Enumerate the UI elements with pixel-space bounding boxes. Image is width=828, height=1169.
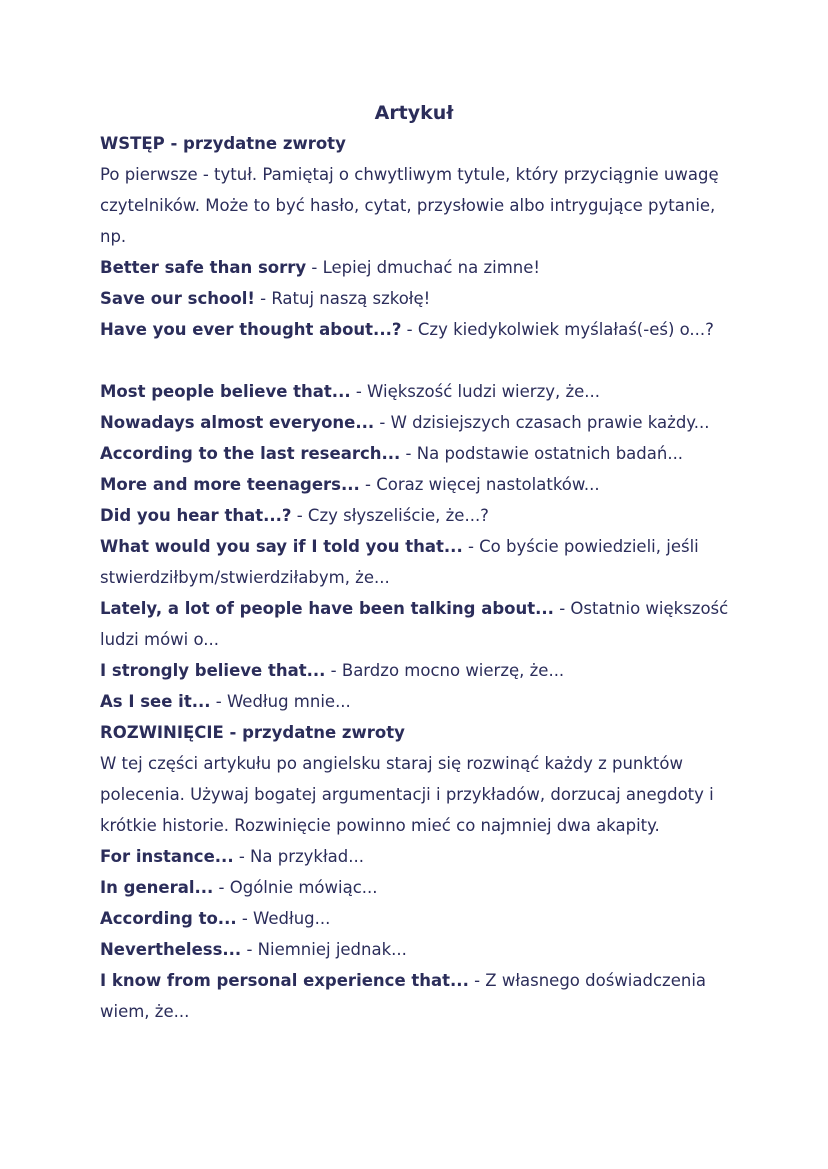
polish-translation: - Na podstawie ostatnich badań... [400,444,684,463]
english-phrase: I know from personal experience that... [100,971,469,990]
title-example [100,283,740,314]
polish-translation: - Ostatnio większość ludzi mówi o... [100,599,729,649]
polish-translation: - Większość ludzi wierzy, że... [350,382,601,401]
english-phrase: Nevertheless... [100,940,242,959]
polish-translation: - Z własnego doświadczenia wiem, że... [100,971,707,1021]
document-content [100,128,740,1027]
english-phrase: According to... [100,909,237,928]
english-phrase: According to the last research... [100,444,401,463]
english-phrase: For instance... [100,847,234,866]
phrase-item [100,531,740,593]
polish-translation: - W dzisiejszych czasach prawie każdy... [374,413,710,432]
polish-translation: - Według mnie... [210,692,351,711]
phrase-item [100,438,740,469]
phrase-item [100,965,740,1027]
polish-translation: - Według... [236,909,331,928]
polish-translation: - Co byście powiedzieli, jeśli stwierdziłbym/stwierdziłabym, że... [100,537,699,587]
english-phrase: More and more teenagers... [100,475,360,494]
phrase-item [100,593,740,655]
english-phrase: Have you ever thought about...? [100,320,402,339]
phrase-item [100,934,740,965]
polish-translation: - Na przykład... [233,847,364,866]
title-example [100,314,740,345]
phrase-item [100,376,740,407]
english-phrase: Save our school! [100,289,255,308]
phrase-item [100,655,740,686]
polish-translation: - Niemniej jednak... [241,940,407,959]
polish-translation: - Coraz więcej nastolatków... [359,475,600,494]
polish-translation: - Ratuj naszą szkołę! [254,289,431,308]
polish-translation: - Bardzo mocno wierzę, że... [325,661,565,680]
english-phrase: Better safe than sorry [100,258,307,277]
phrase-item [100,872,740,903]
english-phrase: Lately, a lot of people have been talking about... [100,599,554,618]
phrase-item [100,686,740,717]
spacer [100,345,740,376]
polish-translation: - Czy kiedykolwiek myślałaś(-eś) o...? [401,320,714,339]
page-title: Artykuł [374,102,454,124]
phrase-item [100,903,740,934]
english-phrase: I strongly believe that... [100,661,326,680]
phrase-item [100,407,740,438]
english-phrase: Did you hear that...? [100,506,292,525]
intro-paragraph: Po pierwsze - tytuł. Pamiętaj o chwytliwym tytule, który przyciągnie uwagę czytelników. Może to być hasło, cytat, przysłowie albo intrygujące pytanie, np. [100,165,719,246]
english-phrase: Most people believe that... [100,382,351,401]
english-phrase: Nowadays almost everyone... [100,413,375,432]
english-phrase: What would you say if I told you that... [100,537,463,556]
body-paragraph: W tej części artykułu po angielsku staraj się rozwinąć każdy z punktów polecenia. Używaj bogatej argumentacji i przykładów, dorzucaj anegdoty i krótkie historie. Rozwinięcie powinno mieć co najmniej dwa akapity. [100,754,714,835]
polish-translation: - Czy słyszeliście, że...? [291,506,489,525]
polish-translation: - Lepiej dmuchać na zimne! [306,258,540,277]
polish-translation: - Ogólnie mówiąc... [213,878,378,897]
section-heading-intro: WSTĘP - przydatne zwroty [100,134,346,153]
section-heading-body: ROZWINIĘCIE - przydatne zwroty [100,723,405,742]
phrase-item [100,500,740,531]
phrase-item [100,469,740,500]
title-example [100,252,740,283]
english-phrase: As I see it... [100,692,211,711]
english-phrase: In general... [100,878,214,897]
phrase-item [100,841,740,872]
